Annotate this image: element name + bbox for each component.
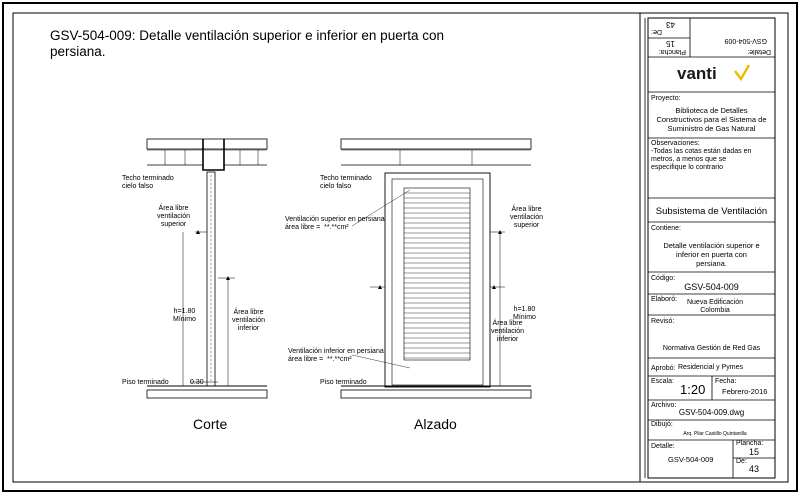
elaboro-label: Elaboró: [651,296,678,303]
alzado-note-vent-inferior: Ventilación inferior en persiana área libre = **.**cm² [288,348,384,363]
aprobo-label: Aprobó: [651,365,676,372]
codigo-value: GSV-504-009 [684,282,739,292]
reviso-value: Normativa Gestión de Red Gas [662,345,761,352]
de-value: 43 [749,464,760,474]
aprobo-value: Residencial y Pymes [678,364,743,371]
rotated-de-label: De: [651,28,662,35]
fecha-label: Fecha: [715,378,737,385]
alzado-floor-slab [341,390,531,398]
subsistema-title: Subsistema de Ventilación [655,206,768,217]
alzado-note-piso: Piso terminado [320,379,367,386]
contiene-value: Detalle ventilación superior e inferior en puerta con persiana. [663,241,760,268]
dibujo-label: Dibujó: [651,421,673,428]
vanti-logo: vanti [677,64,717,83]
detalle-label: Detalle: [651,443,675,450]
alzado-ceiling-slab [341,139,531,149]
corte-note-piso: Piso terminado [122,379,169,386]
proyecto-label: Proyecto: [651,95,681,102]
corte-note-area-inferior: Área libre ventilación inferior [232,309,266,332]
plancha-label: Plancha: [736,440,764,447]
alzado-note-area-inferior: Área libre ventilación inferior [491,320,525,343]
reviso-label: Revisó: [651,318,675,325]
alzado-note-height: h=1.80 Mínimo [513,306,536,321]
fecha-value: Febrero-2016 [722,387,768,396]
de-label: De: [736,458,747,465]
alzado-door-leaf [392,179,483,385]
observaciones-value: -Todas las cotas están dadas en metros, a menos que se especifique lo contrario [651,148,752,171]
rotated-de-value: 43 [666,20,675,29]
rotated-detalle-label: Detalle: [747,48,771,55]
rotated-plancha-value: 15 [666,39,675,48]
title-block-top-rotated [648,18,775,57]
corte-note-techo: Techo terminado cielo falso [122,175,174,190]
dibujo-value: Arq. Pilar Castillo Quintanilla [683,431,747,437]
view-title-alzado: Alzado [414,416,457,432]
rotated-detalle-value: GSV-504-009 [724,37,767,44]
vanti-logo-check-icon [735,65,749,79]
corte-dimension-030: 0.30 [190,379,204,386]
view-title-corte: Corte [193,416,228,432]
alzado-note-vent-superior: Ventilación superior en persiana área libre = **.**cm² [285,216,385,231]
detalle-value: GSV-504-009 [668,455,714,464]
archivo-value: GSV-504-009.dwg [678,408,745,417]
plancha-value: 15 [749,447,760,457]
archivo-label: Archivo: [651,402,677,409]
escala-label: Escala: [651,378,674,385]
proyecto-value: Biblioteca de Detalles Constructivos para el Sistema de Suministro de Gas Natural [656,106,767,133]
observaciones-label: Observaciones: [651,140,700,147]
corte-floor-slab [147,390,267,398]
escala-value: 1:20 [680,382,706,397]
alzado-note-area-superior: Área libre ventilación superior [510,206,544,229]
corte-note-height: h=1.80 Mínimo [173,308,196,323]
codigo-label: Código: [651,275,676,282]
elaboro-value: Nueva Edificación Colombia [686,299,744,314]
alzado-note-techo: Techo terminado cielo falso [320,175,372,190]
drawing-title: GSV-504-009: Detalle ventilación superior e inferior en puerta con persiana. [50,28,444,59]
rotated-plancha-label: Plancha: [658,48,686,55]
corte-ceiling-slab [147,139,267,149]
corte-note-area-superior: Área libre ventilación superior [157,205,191,228]
contiene-label: Contiene: [651,225,681,232]
